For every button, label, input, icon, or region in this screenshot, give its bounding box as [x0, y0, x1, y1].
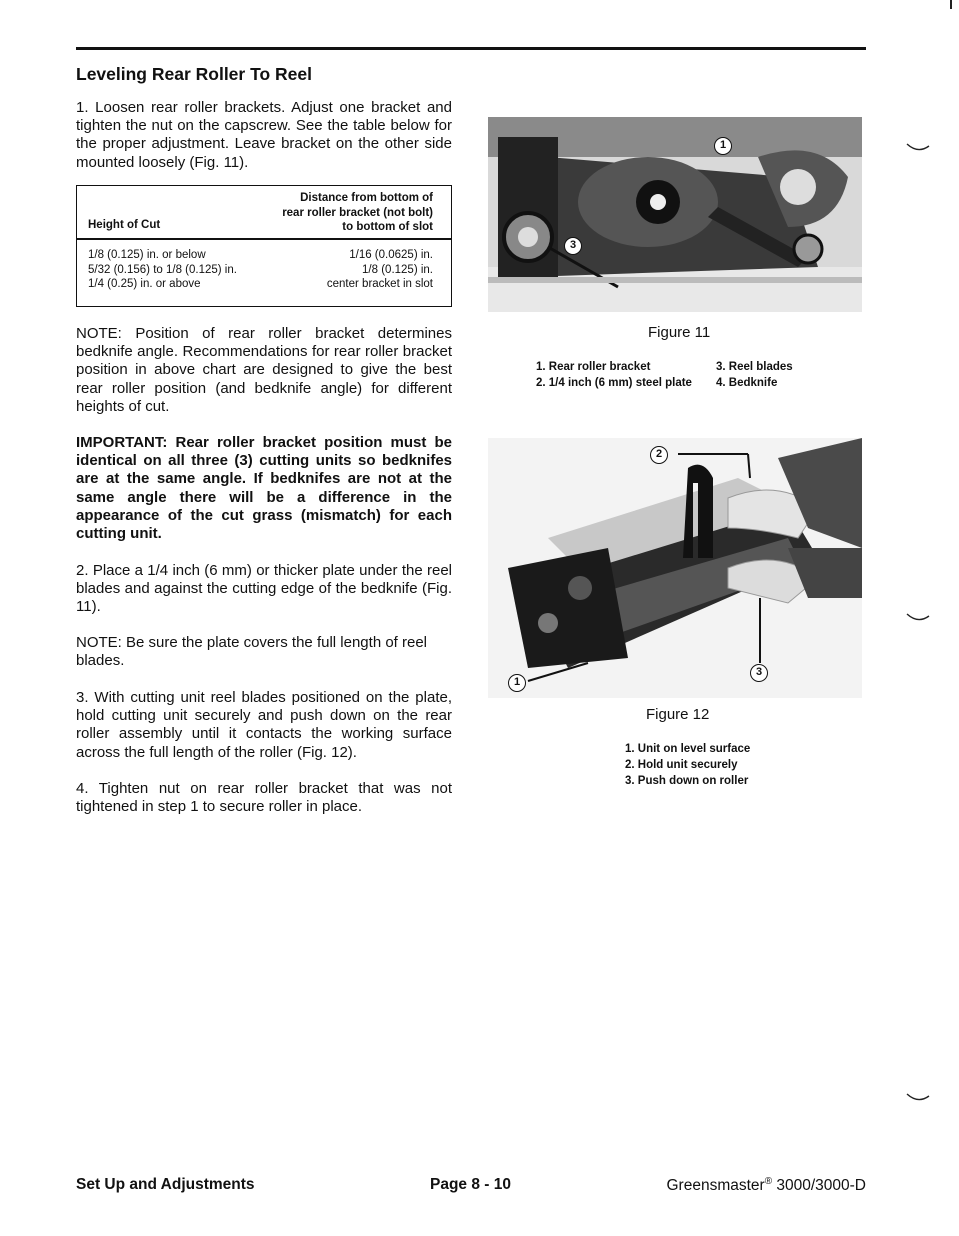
note-1-text: NOTE: Position of rear roller bracket determines bedknife angle. Recommendations for rear roller bracket position in above chart are designed to give the best rear roller position (and bedknife angle) for different heights of cut. — [76, 325, 452, 415]
note-2-text: NOTE: Be sure the plate covers the full length of reel blades. — [76, 634, 428, 670]
figure-12-callout-1: 1 — [508, 674, 526, 692]
footer-section: Set Up and Adjustments — [76, 1176, 255, 1193]
step-3-text: 3. With cutting unit reel blades positioned on the plate, hold cutting unit securely and push down on the rear roller assembly until it contacts the working surface across the full length of the roller (Fig. 12). — [76, 689, 452, 761]
figure-12-photo — [488, 438, 862, 698]
footer-product: Greensmaster® 3000/3000-D — [666, 1176, 866, 1195]
figure-12-callout-2: 2 — [650, 446, 668, 464]
binder-mark — [906, 142, 930, 154]
table-divider — [77, 238, 451, 240]
figure-11-callout-1: 1 — [714, 137, 732, 155]
figure-12-callout-3: 3 — [750, 664, 768, 682]
figure-11-caption: Figure 11 — [648, 324, 711, 341]
figure-12-legend: 1. Unit on level surface 2. Hold unit securely 3. Push down on roller — [625, 743, 751, 787]
binder-mark — [906, 612, 930, 624]
section-title: Leveling Rear Roller To Reel — [76, 64, 312, 84]
table-row: 1/8 (0.125) in. or below 1/16 (0.0625) in. — [88, 249, 433, 261]
footer-page-number: Page 8 - 10 — [430, 1176, 511, 1193]
page-edge-mark — [950, 0, 952, 9]
table-row: 5/32 (0.156) to 1/8 (0.125) in. 1/8 (0.125) in. — [88, 263, 433, 276]
step-1-text: 1. Loosen rear roller brackets. Adjust one bracket and tighten the nut on the capscrew. See the table below for the proper adjustment. Leave bracket on the other side mounted loosely (Fig. 11). — [76, 99, 452, 171]
figure-12-caption: Figure 12 — [646, 706, 710, 723]
table-header-height: Height of Cut — [88, 219, 161, 231]
figure-11-photo — [488, 117, 862, 312]
step-4-text: 4. Tighten nut on rear roller bracket that was not tightened in step 1 to secure roller in place. — [76, 780, 452, 816]
important-notice: IMPORTANT: Rear roller bracket position must be identical on all three (3) cutting units so bedknifes are at the same angle. If bedknifes are not at the same angle there will be a difference in the appearance of the cut grass (mismatch) for each cutting unit. — [76, 434, 452, 543]
step-2-text: 2. Place a 1/4 inch (6 mm) or thicker plate under the reel blades and against the cutting edge of the bedknife (Fig. 11). — [76, 562, 452, 616]
table-row: 1/4 (0.25) in. or above center bracket in slot — [88, 278, 433, 290]
top-rule — [76, 47, 866, 50]
table-header-distance: Distance from bottom of rear roller bracket (not bolt) to bottom of slot — [282, 192, 433, 233]
figure-11-callout-3: 3 — [564, 237, 582, 255]
binder-mark — [906, 1092, 930, 1104]
height-of-cut-table — [76, 185, 452, 307]
